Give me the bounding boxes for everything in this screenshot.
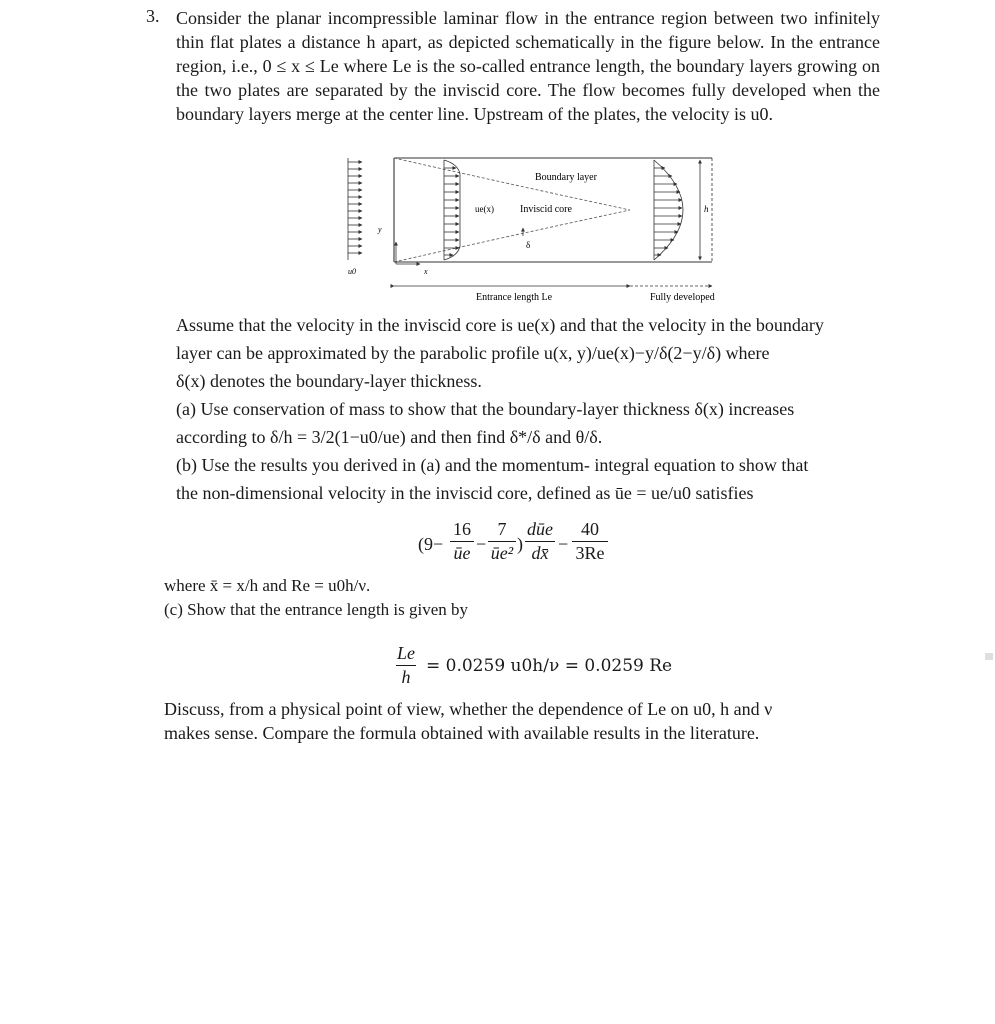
label-boundary-layer: Boundary layer: [535, 172, 597, 183]
eq-c-rhs: = 0.0259 u0h/ν = 0.0259 Re: [426, 656, 673, 676]
eq-f1-num: 16: [450, 519, 474, 542]
part-b-line-2: the non-dimensional velocity in the inviscid core, defined as ūe = ue/u0 satisfies: [176, 483, 754, 503]
eq-f3-num: dūe: [525, 519, 555, 542]
label-inviscid-core: Inviscid core: [520, 204, 572, 215]
discussion: [164, 697, 880, 745]
where-line-1: where x̄ = x/h and Re = u0h/ν.: [164, 576, 371, 595]
assume-line-1: Assume that the velocity in the inviscid core is ue(x) and that the velocity in the boundary: [176, 315, 824, 335]
assume-line-3: δ(x) denotes the boundary-layer thickness.: [176, 371, 482, 391]
eq-f2-num: 7: [488, 519, 516, 542]
eq-f3-den: dx̄: [531, 543, 549, 563]
eq-c-frac: [396, 643, 416, 688]
equation-b: [418, 516, 618, 572]
eq-frac-16: [450, 519, 474, 564]
scrollbar-marker[interactable]: [985, 653, 993, 660]
eq-f1-den: ūe: [453, 543, 471, 563]
entrance-flow-figure: [340, 152, 730, 304]
eq-frac-40: [572, 519, 608, 564]
label-entrance-length: Entrance length Le: [476, 292, 553, 303]
eq-frac-due: [525, 519, 555, 564]
where-line-2: (c) Show that the entrance length is given by: [164, 600, 469, 619]
assume-line-2: layer can be approximated by the parabolic profile u(x, y)/ue(x)−y/δ(2−y/δ) where: [176, 343, 770, 363]
part-a-line-1: (a) Use conservation of mass to show that the boundary-layer thickness δ(x) increases: [176, 399, 795, 419]
fully-developed-profile: [654, 160, 683, 260]
label-fully-developed: Fully developed: [650, 292, 715, 303]
problem-number: 3.: [146, 6, 160, 26]
eq-f2-den: ūe²: [490, 543, 514, 563]
upstream-velocity-profile: [348, 158, 362, 260]
label-h: h: [704, 204, 709, 214]
label-delta: δ: [526, 240, 531, 250]
intro-text: Consider the planar incompressible laminar flow in the entrance region between two infinitely thin flat plates a distance h apart, as depicted schematically in the figure below. In the entrance region, i.e., 0 ≤ x ≤ Le where Le is the so-called entrance length, the boundary layers growing on the two plates are separated by the inviscid core. The flow becomes fully developed when the boundary layers merge at the center line. Upstream of the plates, the velocity is u0.: [176, 8, 880, 124]
label-y: y: [378, 225, 382, 234]
label-x: x: [424, 267, 428, 276]
discuss-line-2: makes sense. Compare the formula obtained with available results in the literature.: [164, 723, 760, 743]
problem-intro: [176, 6, 880, 126]
eq-minus-1: −: [476, 534, 487, 554]
developing-velocity-profile: [444, 160, 460, 260]
eq-f4-den: 3Re: [575, 543, 605, 563]
eq-close: ): [517, 534, 523, 554]
where-block: [164, 574, 884, 622]
part-b-line-1: (b) Use the results you derived in (a) and the momentum- integral equation to show that: [176, 455, 809, 475]
eq-minus-2: −: [558, 534, 569, 554]
eq-c-num: Le: [396, 643, 416, 666]
eq-c-den: h: [401, 667, 411, 687]
label-u0: u0: [348, 267, 356, 276]
eq-frac-7: [488, 519, 516, 564]
assumption-and-parts: [176, 311, 880, 507]
label-ue: ue(x): [475, 204, 494, 214]
eq-open: (9−: [418, 534, 444, 554]
part-a-line-2: according to δ/h = 3/2(1−u0/ue) and then find δ*/δ and θ/δ.: [176, 427, 603, 447]
eq-f4-num: 40: [572, 519, 608, 542]
discuss-line-1: Discuss, from a physical point of view, whether the dependence of Le on u0, h and ν: [164, 699, 773, 719]
